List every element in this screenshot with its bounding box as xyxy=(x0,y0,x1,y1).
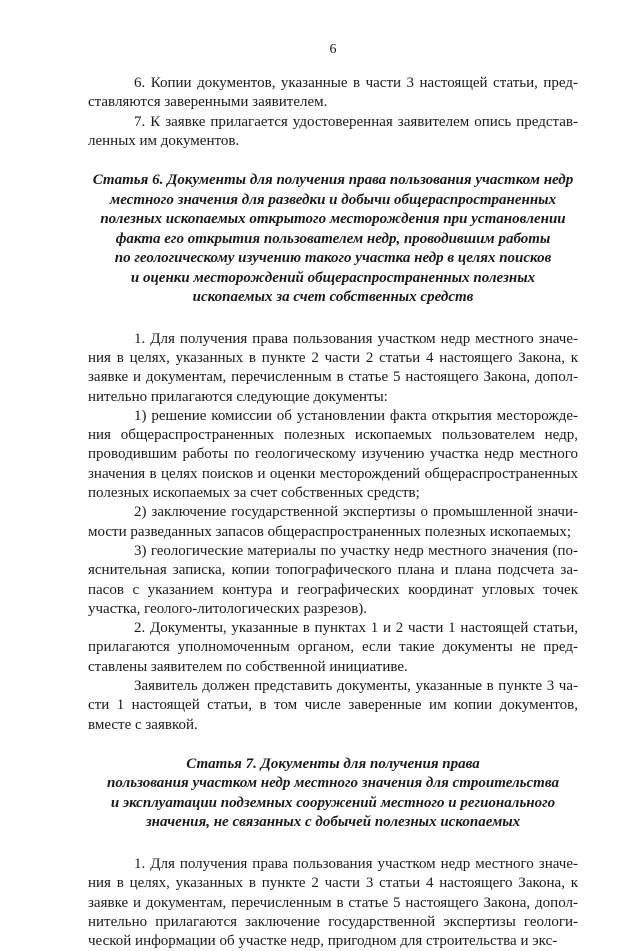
heading-line: пользования участком недр местного значения для строительства xyxy=(107,775,559,792)
article-6-item-3: 3) геологические материалы по участку недр местного значения (пояснительная записка, копии топографического плана и плана подсчета запасов с указанием контура и географических координат угловых точек участка, геолого-литологических разрезов). xyxy=(88,542,578,617)
article-6-item-1: 1) решение комиссии об установлении факта открытия месторождения общераспространенных полезных ископаемых пользователем недр, проводившим работы по геологическому изучению участка недр местного значения в целях поисков и оценки месторождений общераспространенных полезных ископаемых за счет собственных средств; xyxy=(88,407,578,502)
article-6-applicant-note: Заявитель должен представить документы, указанные в пункте 3 части 1 настоящей статьи, в том числе заверенные им копии документов, вместе с заявкой. xyxy=(88,678,578,733)
article-6-paragraph-2: 2. Документы, указанные в пунктах 1 и 2 части 1 настоящей статьи, прилагаются уполномоченным органом, если такие документы не представлены заявителем по собственной инициативе. xyxy=(88,620,578,675)
page-number: 6 xyxy=(329,42,337,57)
heading-line: факта его открытия пользователем недр, проводившим работы xyxy=(115,230,551,247)
paragraph-inventory: 7. К заявке прилагается удостоверенная заявителем опись представленных им документов. xyxy=(88,113,578,149)
heading-line: ископаемых за счет собственных средств xyxy=(192,289,474,306)
heading-line: и эксплуатации подземных сооружений местного и регионального xyxy=(110,794,556,811)
article-6-paragraph-1: 1. Для получения права пользования участком недр местного значения в целях, указанных в пункте 2 части 2 статьи 4 настоящего Закона, к заявке и документам, перечисленным в статье 5 настоящего Закона, дополнительно прилагаются следующие документы: xyxy=(88,330,578,405)
article-6-item-2: 2) заключение государственной экспертизы о промышленной значимости разведанных запасов общераспространенных полезных ископаемых; xyxy=(88,504,578,540)
heading-line: значения, не связанных с добычей полезных ископаемых xyxy=(145,814,521,831)
heading-line: и оценки месторождений общераспространенных полезных xyxy=(130,269,536,286)
heading-line: по геологическому изучению такого участка недр в целях поисков xyxy=(114,250,552,267)
article-6-heading xyxy=(88,171,578,308)
article-7-heading xyxy=(88,755,578,833)
heading-line: Статья 6. Документы для получения права пользования участком недр xyxy=(92,172,574,189)
paragraph-copies: 6. Копии документов, указанные в части 3 настоящей статьи, представляются заверенными заявителем. xyxy=(88,75,578,111)
heading-line: полезных ископаемых открытого месторождения при установлении xyxy=(100,211,566,228)
article-7-paragraph-1: 1. Для получения права пользования участком недр местного значения в целях, указанных в пункте 2 части 3 статьи 4 настоящего Закона, к заявке и документам, перечисленным в статье 5 настоящего Закона, дополнительно прилагаются заключение государственной экспертизы геологической информации об участке недр, пригодном для строительства и экс- xyxy=(88,855,578,950)
heading-line: местного значения для разведки и добычи общераспространенных xyxy=(109,191,557,208)
heading-line: Статья 7. Документы для получения права xyxy=(186,755,480,772)
